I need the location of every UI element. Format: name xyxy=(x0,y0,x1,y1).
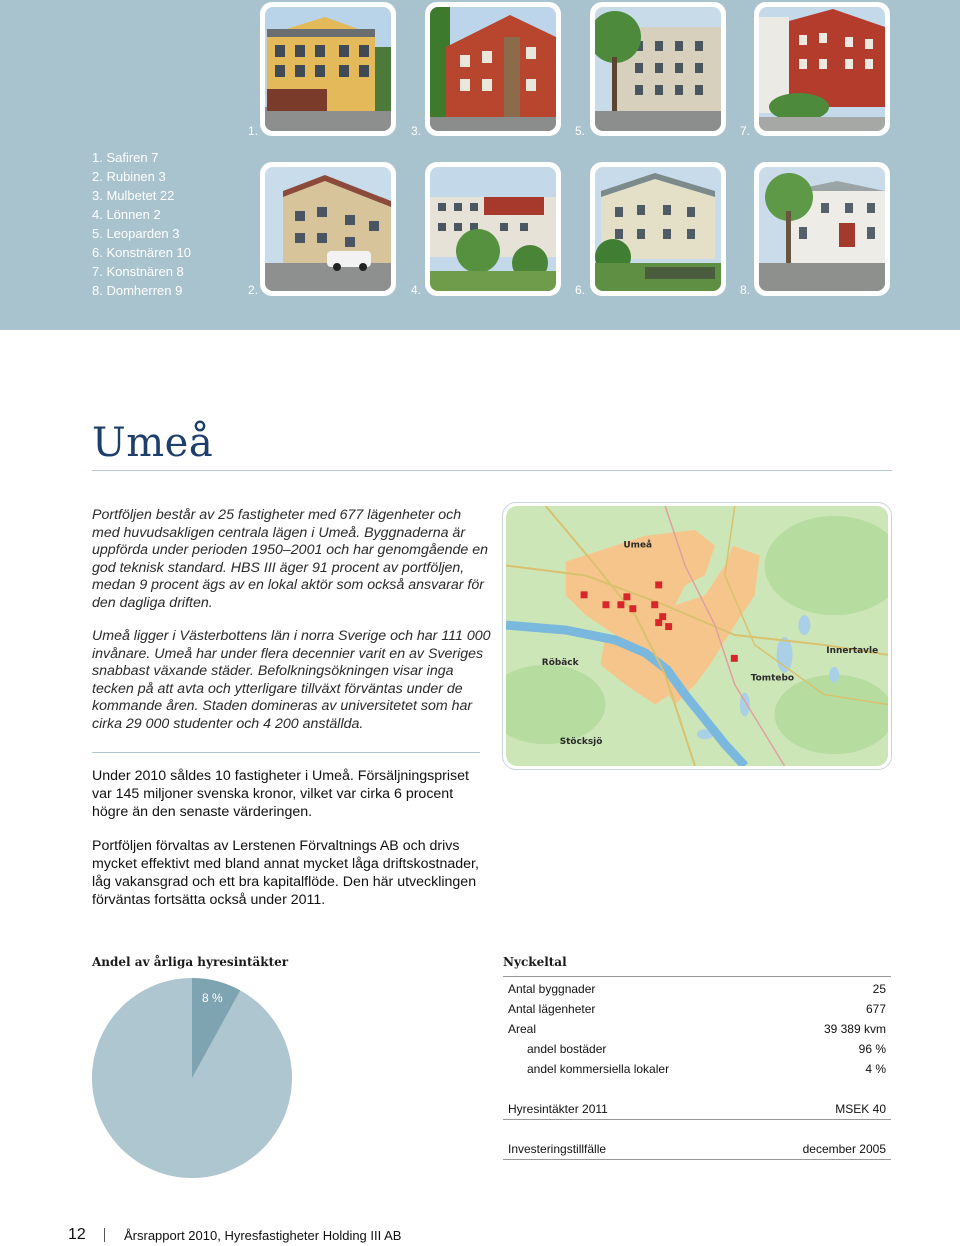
property-item: 5. Leoparden 3 xyxy=(92,226,180,241)
photo-mulbetet xyxy=(425,2,561,136)
photo-number: 8. xyxy=(740,283,751,297)
table-row xyxy=(503,999,891,1019)
row-label: Investeringstillfälle xyxy=(508,1142,607,1156)
row-label: andel kommersiella lokaler xyxy=(527,1062,670,1076)
page-title: Umeå xyxy=(92,420,214,466)
photo-safiren xyxy=(260,2,396,136)
map-label-tomtebo: Tomtebo xyxy=(750,673,795,684)
photo-number: 7. xyxy=(740,124,751,138)
photo-leoparden xyxy=(590,2,726,136)
table-rule xyxy=(503,1119,891,1120)
map-label-stocksjo: Stöcksjö xyxy=(559,737,603,748)
row-value: 39 389 kvm xyxy=(823,1022,886,1036)
property-item: 7. Konstnären 8 xyxy=(92,264,184,279)
row-value: MSEK 40 xyxy=(835,1102,886,1116)
row-value: december 2005 xyxy=(802,1142,886,1156)
row-value: 96 % xyxy=(858,1042,886,1056)
management-paragraph: Portföljen förvaltas av Lerstenen Förvaltnings AB och drivs mycket effektivt med bland annat mycket låga driftskostnader, låg vakansgrad och ett bra kapitalflöde. Den här utvecklingen förväntas fortsätta också under 2011. xyxy=(92,838,479,908)
row-label: Antal byggnader xyxy=(508,982,596,996)
table-row xyxy=(503,1139,891,1159)
text-divider xyxy=(92,752,480,753)
photo-domherren xyxy=(754,162,890,296)
photo-konstnaren-10 xyxy=(590,162,726,296)
footer-title: Årsrapport 2010, Hyresfastigheter Holding III AB xyxy=(124,1228,402,1243)
row-value: 25 xyxy=(872,982,886,996)
map-label-umea: Umeå xyxy=(623,540,653,551)
photo-number: 6. xyxy=(575,283,586,297)
table-row xyxy=(503,1099,891,1119)
photo-number: 2. xyxy=(248,283,259,297)
city-paragraph: Umeå ligger i Västerbottens län i norra Sverige och har 111 000 invånare. Umeå har under flera decennier varit en av Sveriges snabbast växande städer. Befolkningsökningen visar inga tecken på att avta och ytterligare tillväxt förväntas under de kommande åren. Staden domineras av universitetet som har cirka 29 000 studenter och 4 200 anställda. xyxy=(92,628,491,732)
property-item: 4. Lönnen 2 xyxy=(92,207,161,222)
table-row xyxy=(503,979,891,999)
rent-share-pie-chart xyxy=(92,978,292,1178)
photo-konstnaren-8 xyxy=(754,2,890,136)
row-value: 677 xyxy=(865,1002,886,1016)
photo-number: 1. xyxy=(248,124,259,138)
property-item: 2. Rubinen 3 xyxy=(92,169,166,184)
table-rule xyxy=(503,1159,891,1160)
table-top-rule xyxy=(503,976,891,977)
photo-number: 5. xyxy=(575,124,586,138)
property-item: 8. Domherren 9 xyxy=(92,283,183,298)
map-label-roback: Röbäck xyxy=(541,657,579,668)
row-value: 4 % xyxy=(865,1062,886,1076)
sales-paragraph: Under 2010 såldes 10 fastigheter i Umeå. Försäljningspriset var 145 miljoner svenska kronor, vilket var cirka 6 procent högre än den senaste värderingen. xyxy=(92,768,469,820)
pie-slice-label: 8 % xyxy=(202,991,223,1005)
table-row xyxy=(503,1059,891,1079)
footer-separator xyxy=(104,1228,105,1242)
city-map xyxy=(502,502,892,770)
row-label: Antal lägenheter xyxy=(508,1002,596,1016)
intro-paragraph: Portföljen består av 25 fastigheter med 677 lägenheter och med huvudsakligen centrala lägen i Umeå. Byggnaderna är uppförda under perioden 1950–2001 och har genomgående en god teknisk standard. HBS III äger 91 procent av portföljen, medan 9 procent ägs av en lokal aktör som också ansvarar för den dagliga driften. xyxy=(92,507,489,611)
property-item: 1. Safiren 7 xyxy=(92,150,159,165)
property-list xyxy=(92,148,191,300)
row-label: andel bostäder xyxy=(527,1042,607,1056)
property-item: 6. Konstnären 10 xyxy=(92,245,192,260)
photo-rubinen xyxy=(260,162,396,296)
row-label: Hyresintäkter 2011 xyxy=(508,1102,608,1116)
map-label-innertavle: Innertavle xyxy=(826,645,879,656)
pie-heading: Andel av årliga hyresintäkter xyxy=(92,955,289,969)
key-figures-heading: Nyckeltal xyxy=(503,955,567,969)
property-item: 3. Mulbetet 22 xyxy=(92,188,175,203)
photo-lonnen xyxy=(425,162,561,296)
photo-number: 3. xyxy=(411,124,422,138)
row-label: Areal xyxy=(508,1022,537,1036)
table-row xyxy=(503,1039,891,1059)
photo-number: 4. xyxy=(411,283,422,297)
page-number: 12 xyxy=(68,1226,86,1243)
title-divider xyxy=(92,470,892,471)
table-row xyxy=(503,1019,891,1039)
